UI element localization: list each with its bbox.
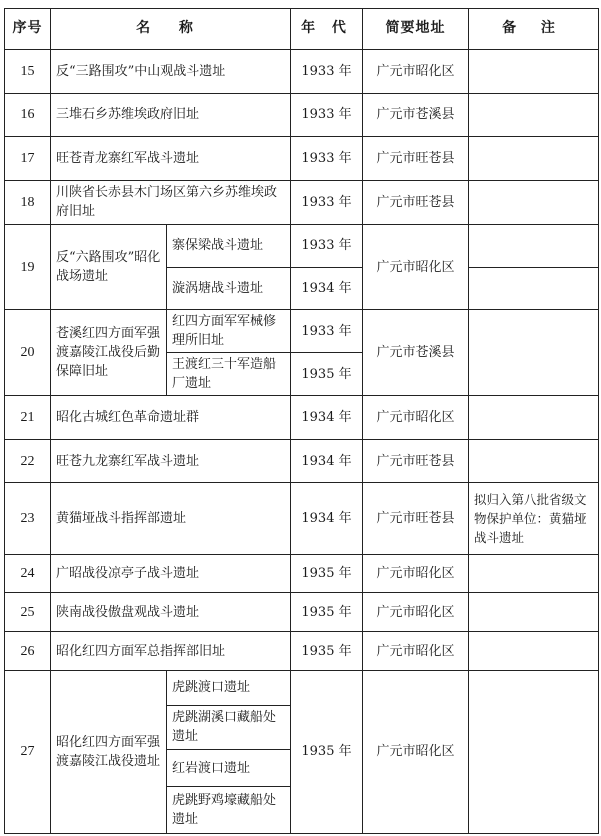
site-address: 广元市苍溪县	[363, 310, 469, 396]
sub-site-name: 王渡红三十军造船厂遗址	[167, 353, 291, 396]
site-address: 广元市旺苍县	[363, 181, 469, 225]
header-year: 年 代	[291, 9, 363, 50]
site-name: 三堆石乡苏维埃政府旧址	[51, 93, 291, 137]
site-year: 1935 年	[291, 632, 363, 671]
site-note	[469, 93, 599, 137]
sub-site-name: 虎跳渡口遗址	[167, 670, 291, 705]
site-year: 1935 年	[291, 554, 363, 593]
site-year: 1934 年	[291, 439, 363, 483]
site-name: 川陕省长赤县木门场区第六乡苏维埃政府旧址	[51, 181, 291, 225]
site-note	[469, 670, 599, 833]
site-name: 昭化红四方面军总指挥部旧址	[51, 632, 291, 671]
sub-site-name: 寨保梁战斗遗址	[167, 224, 291, 267]
table-row	[5, 395, 599, 439]
header-row	[5, 9, 599, 50]
site-address: 广元市旺苍县	[363, 483, 469, 554]
site-year: 1935 年	[291, 353, 363, 396]
row-number: 26	[5, 632, 51, 671]
site-address: 广元市昭化区	[363, 670, 469, 833]
table-row	[5, 93, 599, 137]
header-num: 序号	[5, 9, 51, 50]
site-year: 1934 年	[291, 267, 363, 310]
site-note	[469, 267, 599, 310]
site-year: 1933 年	[291, 49, 363, 93]
table-row	[5, 181, 599, 225]
site-address: 广元市昭化区	[363, 554, 469, 593]
site-name: 反“三路围攻”中山观战斗遗址	[51, 49, 291, 93]
site-note	[469, 137, 599, 181]
site-note	[469, 224, 599, 267]
table-row	[5, 554, 599, 593]
site-year: 1934 年	[291, 395, 363, 439]
table-row	[5, 632, 599, 671]
site-year: 1933 年	[291, 93, 363, 137]
site-name: 黄猫垭战斗指挥部遗址	[51, 483, 291, 554]
row-number: 23	[5, 483, 51, 554]
row-number: 25	[5, 593, 51, 632]
header-note: 备 注	[469, 9, 599, 50]
site-year: 1935 年	[291, 670, 363, 833]
row-number: 27	[5, 670, 51, 833]
sub-site-name: 红岩渡口遗址	[167, 750, 291, 787]
row-number: 21	[5, 395, 51, 439]
header-name: 名 称	[51, 9, 291, 50]
table-row	[5, 310, 599, 353]
row-number: 16	[5, 93, 51, 137]
row-number: 22	[5, 439, 51, 483]
sub-site-name: 漩涡塘战斗遗址	[167, 267, 291, 310]
table-row	[5, 593, 599, 632]
site-group-name: 昭化红四方面军强渡嘉陵江战役遗址	[51, 670, 167, 833]
table-row	[5, 224, 599, 267]
row-number: 15	[5, 49, 51, 93]
site-name: 旺苍九龙寨红军战斗遗址	[51, 439, 291, 483]
header-address: 简要地址	[363, 9, 469, 50]
site-address: 广元市昭化区	[363, 395, 469, 439]
site-address: 广元市昭化区	[363, 593, 469, 632]
row-number: 19	[5, 224, 51, 310]
site-year: 1933 年	[291, 181, 363, 225]
site-name: 陕南战役傲盘观战斗遗址	[51, 593, 291, 632]
sub-site-name: 虎跳湖溪口藏船处遗址	[167, 705, 291, 750]
site-address: 广元市旺苍县	[363, 137, 469, 181]
site-year: 1934 年	[291, 483, 363, 554]
row-number: 20	[5, 310, 51, 396]
sub-site-name: 虎跳野鸡壕藏船处遗址	[167, 786, 291, 833]
site-year: 1935 年	[291, 593, 363, 632]
site-note	[469, 181, 599, 225]
table-row	[5, 137, 599, 181]
site-note	[469, 395, 599, 439]
table-row	[5, 49, 599, 93]
row-number: 17	[5, 137, 51, 181]
site-address: 广元市苍溪县	[363, 93, 469, 137]
table-row	[5, 483, 599, 554]
site-year: 1933 年	[291, 224, 363, 267]
site-note	[469, 49, 599, 93]
site-address: 广元市昭化区	[363, 224, 469, 310]
site-note	[469, 632, 599, 671]
heritage-table	[4, 8, 599, 834]
site-name: 昭化古城红色革命遗址群	[51, 395, 291, 439]
site-name: 旺苍青龙寨红军战斗遗址	[51, 137, 291, 181]
site-note: 拟归入第八批省级文物保护单位：黄猫垭战斗遗址	[469, 483, 599, 554]
site-year: 1933 年	[291, 310, 363, 353]
table-row	[5, 670, 599, 705]
site-note	[469, 439, 599, 483]
table-row	[5, 439, 599, 483]
row-number: 24	[5, 554, 51, 593]
site-address: 广元市旺苍县	[363, 439, 469, 483]
site-note	[469, 310, 599, 396]
sub-site-name: 红四方面军军械修理所旧址	[167, 310, 291, 353]
site-address: 广元市昭化区	[363, 632, 469, 671]
site-address: 广元市昭化区	[363, 49, 469, 93]
site-name: 广昭战役凉亭子战斗遗址	[51, 554, 291, 593]
site-year: 1933 年	[291, 137, 363, 181]
site-group-name: 反“六路围攻”昭化战场遗址	[51, 224, 167, 310]
site-note	[469, 593, 599, 632]
site-note	[469, 554, 599, 593]
row-number: 18	[5, 181, 51, 225]
site-group-name: 苍溪红四方面军强渡嘉陵江战役后勤保障旧址	[51, 310, 167, 396]
